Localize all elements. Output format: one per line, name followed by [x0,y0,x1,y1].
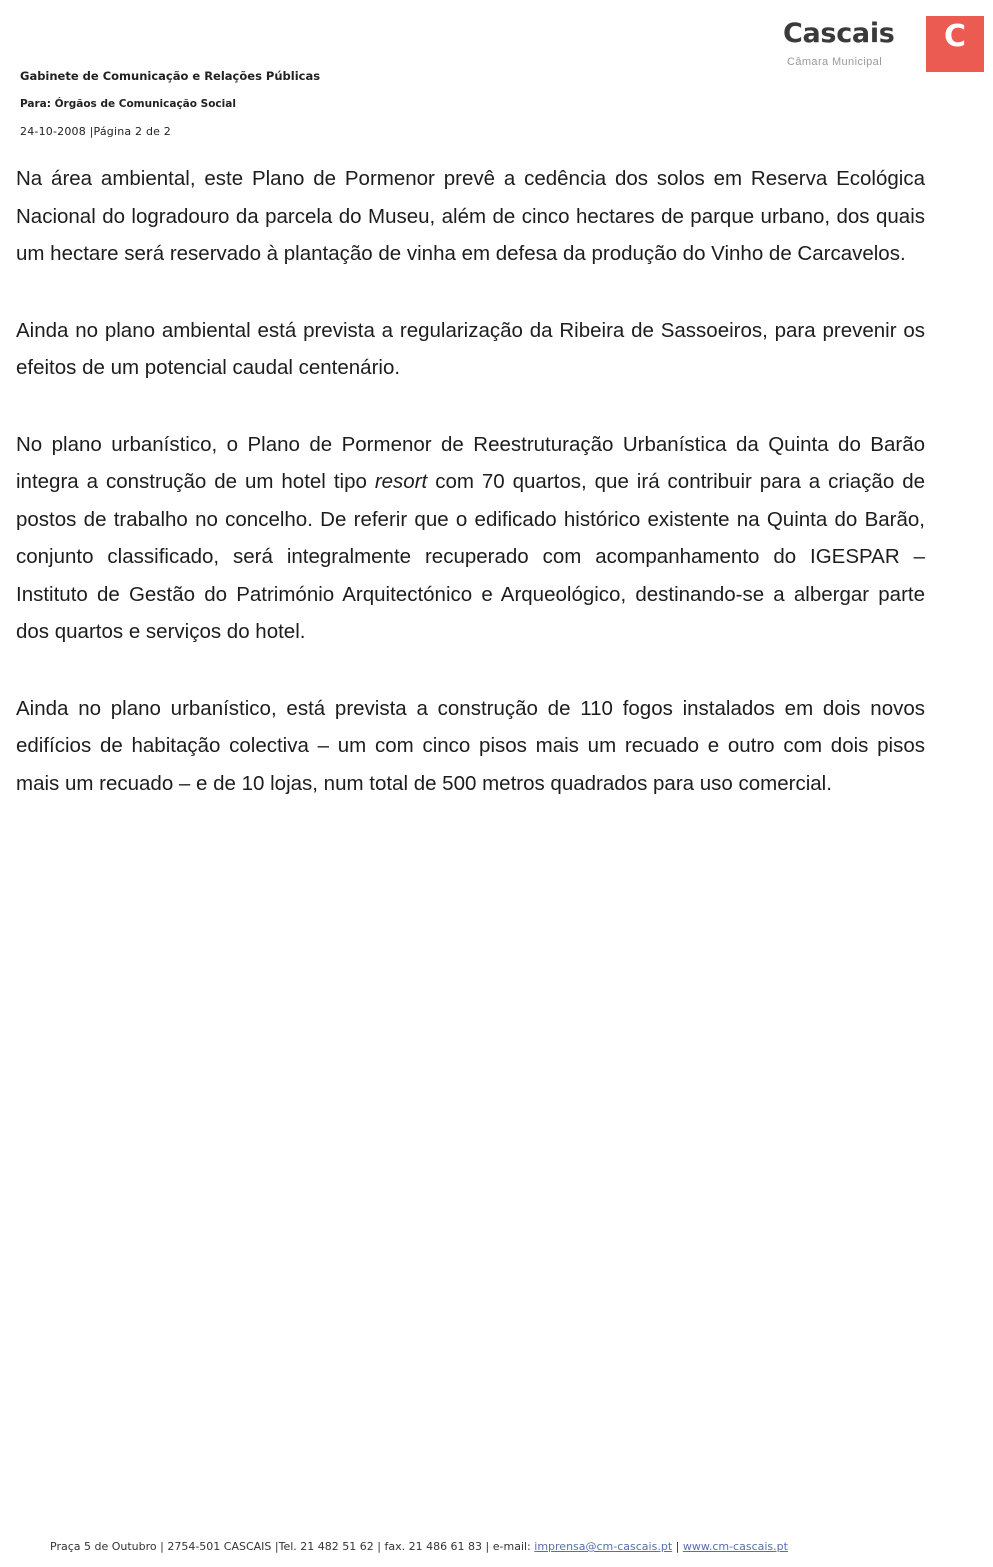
document-header [20,62,320,146]
paragraph-hotel-italic: resort [374,470,428,493]
paragraph-hotel-end: com 70 quartos, que irá contribuir para a criação de postos de trabalho no concelho. De referir que o edificado histórico existente na Quinta do Barão, conjunto classificado, será integralmente recuperado com acompanhamento do IGESPAR – Instituto de Gestão do Património Arquitectónico e Arqueológico, destinando-se a albergar parte dos quartos e serviços do hotel. [16,470,925,643]
paragraph-environment: Na área ambiental, este Plano de Pormenor prevê a cedência dos solos em Reserva Ecológica Nacional do logradouro da parcela do Museu, além de cinco hectares de parque urbano, dos quais um hectare será reservado à plantação de vinha em defesa da produção do Vinho de Carcavelos. [16,167,925,265]
paragraph-hotel [16,426,925,651]
footer-address: Praça 5 de Outubro | 2754-501 CASCAIS |Tel. 21 482 51 62 | fax. 21 486 61 83 | e-mail: [50,1540,535,1553]
footer-separator: | [672,1540,683,1553]
department-name: Gabinete de Comunicação e Relações Públicas [20,69,321,83]
date-page-line: 24-10-2008 |Página 2 de 2 [20,125,171,138]
recipient-line: Para: Órgãos de Comunicação Social [20,98,236,110]
paragraph-housing: Ainda no plano urbanístico, está prevista a construção de 110 fogos instalados em dois novos edifícios de habitação colectiva – um com cinco pisos mais um recuado e outro com dois pisos mais um recuado – e de 10 lojas, num total de 500 metros quadrados para uso comercial. [16,696,925,795]
logo-subtitle: Câmara Municipal [787,56,883,68]
paragraph-river: Ainda no plano ambiental está prevista a regularização da Ribeira de Sassoeiros, para prevenir os efeitos de um potencial caudal centenário. [16,318,925,379]
page-footer [50,1540,788,1553]
footer-website-link[interactable]: www.cm-cascais.pt [682,1540,788,1553]
cascais-logo [773,16,993,74]
logo-name: Cascais [783,18,895,49]
footer-email-link[interactable]: imprensa@cm-cascais.pt [534,1540,673,1553]
paragraph-hotel-start: No plano urbanístico, o Plano de Pormenor de Reestruturação Urbanística da Quinta do Barão integra a construção de um hotel tipo [16,432,925,493]
logo-mark-icon: C [926,16,984,72]
document-body [16,160,925,841]
